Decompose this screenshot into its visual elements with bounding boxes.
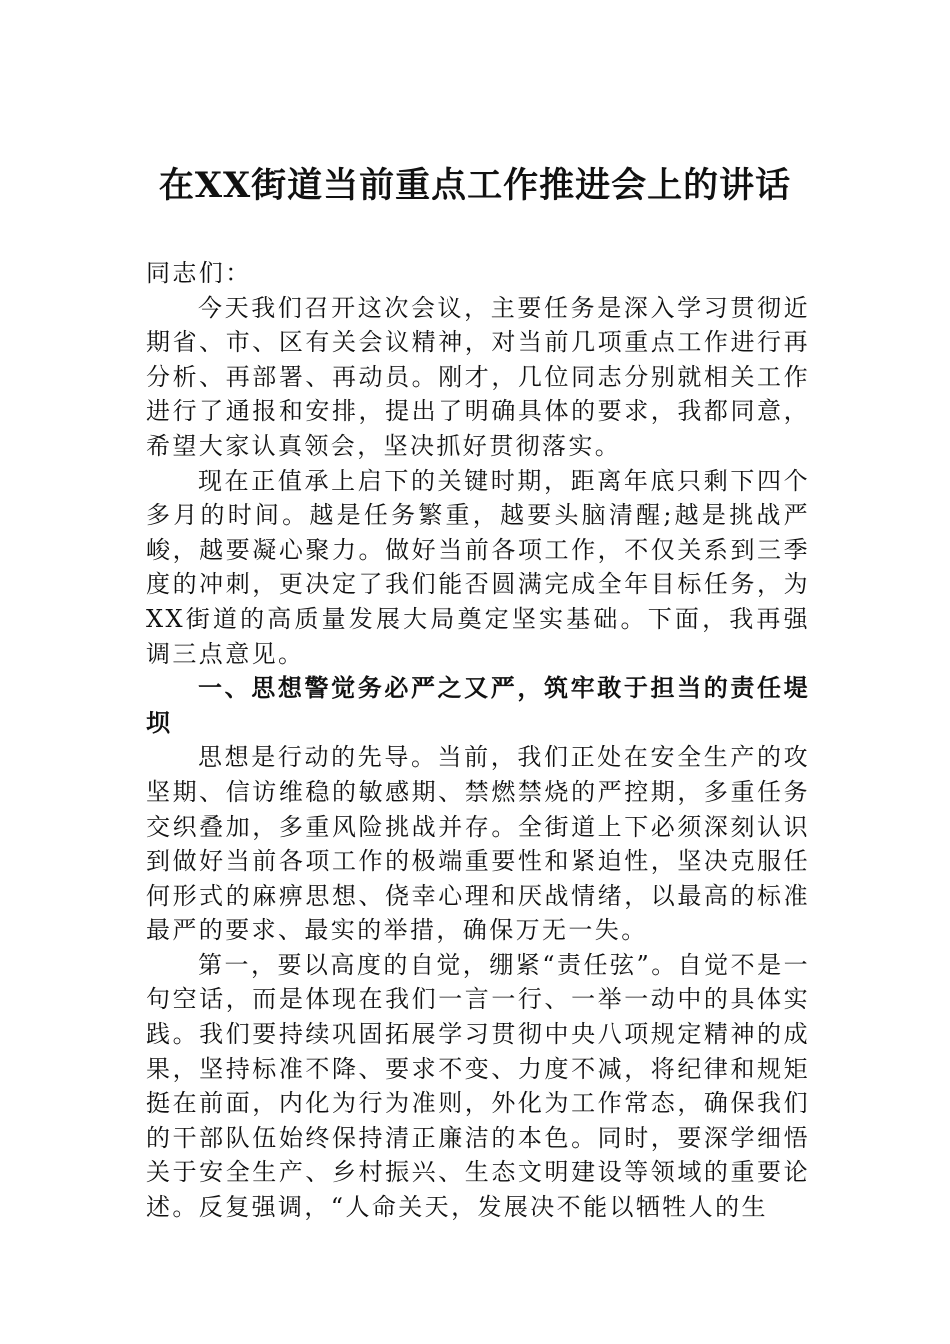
paragraph-section-intro: 思想是行动的先导。当前，我们正处在安全生产的攻坚期、信访维稳的敏感期、禁燃禁烧的严控期，多重任务交织叠加，多重风险挑战并存。全街道上下必须深刻认识到做好当前各项工作的极端重要性和紧迫性，坚决克服任何形式的麻痹思想、侥幸心理和厌战情绪，以最高的标准最严的要求、最实的举措，确保万无一失。: [146, 743, 810, 945]
document-title: 在XX街道当前重点工作推进会上的讲话: [158, 165, 792, 206]
document-body: [146, 256, 810, 1225]
salutation: 同志们：: [146, 259, 252, 287]
section-heading: 一、思想警觉务必严之又严，筑牢敢于担当的责任堤坝: [146, 674, 810, 737]
paragraph-point-one: 第一，要以高度的自觉，绷紧“责任弦”。自觉不是一句空话，而是体现在我们一言一行、一举一动中的具体实践。我们要持续巩固拓展学习贯彻中央八项规定精神的成果，坚持标准不降、要求不变、力度不减，将纪律和规矩挺在前面，内化为行为准则，外化为工作常态，确保我们的干部队伍始终保持清正廉洁的本色。同时，要深学细悟关于安全生产、乡村振兴、生态文明建设等领域的重要论述。反复强调，“人命关天，发展决不能以牺牲人的生: [146, 950, 810, 1222]
paragraph-context: 现在正值承上启下的关键时期，距离年底只剩下四个多月的时间。越是任务繁重，越要头脑清醒;越是挑战严峻，越要凝心聚力。做好当前各项工作，不仅关系到三季度的冲刺，更决定了我们能否圆满完成全年目标任务，为XX街道的高质量发展大局奠定坚实基础。下面，我再强调三点意见。: [146, 466, 810, 668]
paragraph-opening: 今天我们召开这次会议，主要任务是深入学习贯彻近期省、市、区有关会议精神，对当前几项重点工作进行再分析、再部署、再动员。刚才，几位同志分别就相关工作进行了通报和安排，提出了明确具体的要求，我都同意，希望大家认真领会，坚决抓好贯彻落实。: [146, 293, 810, 460]
